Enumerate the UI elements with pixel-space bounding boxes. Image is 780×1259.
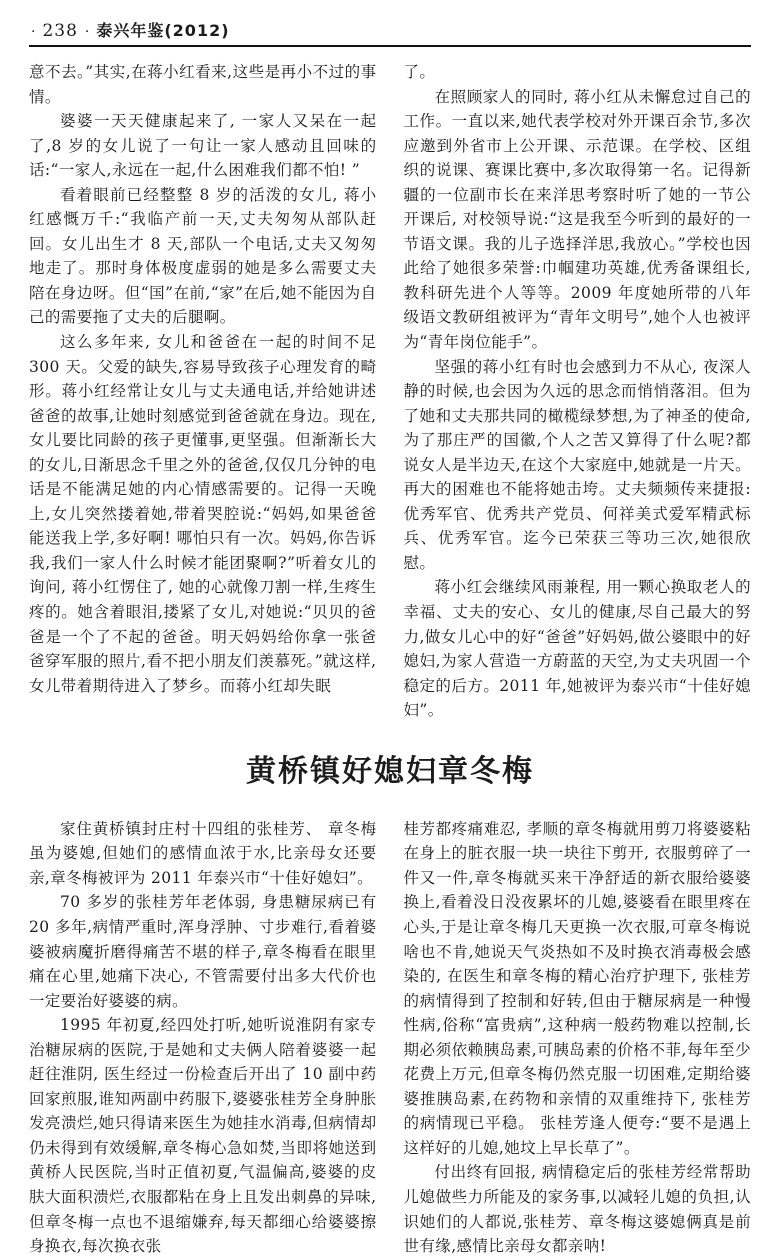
paragraph: 1995 年初夏,经四处打听,她听说淮阴有家专治糖尿病的医院,于是她和丈夫俩人陪着婆婆一起赶往淮阴, 医生经过一份检查后开出了 10 副中药回家煎服,谁知两副中药服下,婆婆张桂芳全身肿胀发亮溃烂,她只得请来医生为她挂水消毒,但病情却仍未得到有效缓解,章冬梅心急如焚,当即将她送到黄桥人民医院,当时正值初夏,气温偏高,婆婆的皮肤大面积溃烂,衣服都粘在身上且发出刺鼻的异味, 但章冬梅一点也不退缩嫌弃,每天都细心给婆婆擦身换衣,每次换衣张 <box>29 1016 377 1256</box>
article-title: 黄桥镇好媳妇章冬梅 <box>246 753 534 789</box>
paragraph: 看着眼前已经整整 8 岁的活泼的女儿, 蒋小红感慨万千:“我临产前一天,丈夫匆匆从部队赶回。女儿出生才 8 天,部队一个电话,丈夫又匆匆地走了。那时身体极度虚弱的她是多么需要丈夫陪在身边呀。但“国”在前,“家”在后,她不能因为自己的需要拖了丈夫的后腿啊。 <box>29 185 377 327</box>
article-top-right-column <box>404 60 752 723</box>
paragraph: 桂芳都疼痛难忍, 孝顺的章冬梅就用剪刀将婆婆粘在身上的脏衣服一块一块往下剪开, 衣服剪碎了一件又一件,章冬梅就买来干净舒适的新衣服给婆婆换上,看着没日没夜累坏的儿媳,婆婆看在眼里疼在心头,于是让章冬梅几天更换一次衣服,可章冬梅说啥也不肯,她说天气炎热如不及时换衣消毒极会感染的, 在医生和章冬梅的精心治疗护理下, 张桂芳的病情得到了控制和好转,但由于糖尿病是一种慢性病,俗称“富贵病”,这种病一般药物难以控制,长期必须依赖胰岛素,可胰岛素的价格不菲,每年至少花费上万元,但章冬梅仍然克服一切困难,定期给婆婆推胰岛素,在药物和亲情的双重维持下, 张桂芳的病情现已平稳。 张桂芳逢人便夸:“要不是遇上这样好的儿媳,她坟上早长草了”。 <box>403 819 751 1157</box>
paragraph: 婆婆一天天健康起来了, 一家人又呆在一起了,8 岁的女儿说了一句让一家人感动且回味的话:“一家人,永远在一起,什么困难我们都不怕! ” <box>29 112 377 180</box>
header-dot-right: · <box>84 24 90 40</box>
paragraph: 70 多岁的张桂芳年老体弱, 身患糖尿病已有 20 多年,病情严重时,浑身浮肿、寸步难行,看着婆婆被病魔折磨得痛苦不堪的样子,章冬梅看在眼里痛在心里,她痛下决心, 不管需要付出多大代价也一定要治好婆婆的病。 <box>29 893 377 1010</box>
article-bottom-right-column <box>404 817 752 1259</box>
header-dot-left: · <box>31 24 36 40</box>
paragraph: 坚强的蒋小红有时也会感到力不从心, 夜深人静的时候,也会因为久远的思念而悄悄落泪。但为了她和丈夫那共同的橄榄绿梦想,为了神圣的使命,为了那庄严的国徽,个人之苦又算得了什么呢?都说女人是半边天,在这个大家庭中,她就是一片天。 再大的困难也不能将她击垮。丈夫频频传来捷报:优秀军官、优秀共产党员、何祥美式爱军精武标兵、优秀军官。迄今已荣获三等功三次,她很欣慰。 <box>403 357 751 572</box>
header-rule <box>29 45 751 47</box>
paragraph: 在照顾家人的同时, 蒋小红从未懈怠过自己的工作。一直以来,她代表学校对外开课百余节,多次应邀到外省市上公开课、示范课。在学校、区组织的说课、赛课比赛中,多次取得第一名。记得新疆的一位副市长在来洋思考察时听了她的一节公开课后, 对校领导说:“这是我至今听到的最好的一节语文课。我的儿子选择洋思,我放心。”学校也因此给了她很多荣誉:巾帼建功英雄,优秀备课组长,教科研先进个人等等。2009 年度她所带的八年级语文教研组被评为“青年文明号”,她个人也被评为“青年岗位能手”。 <box>403 87 751 352</box>
page-number: 238 <box>42 21 78 41</box>
running-header <box>29 18 751 42</box>
paragraph: 付出终有回报, 病情稳定后的张桂芳经常帮助儿媳做些力所能及的家务事,以减轻儿媳的负担,认识她们的人都说,张桂芳、章冬梅这婆媳俩真是前世有缘,感情比亲母女都亲呐! <box>403 1163 751 1256</box>
article-top-columns <box>29 60 751 723</box>
paragraph: 了。 <box>403 63 436 81</box>
article-bottom-columns <box>29 817 751 1259</box>
paragraph: 蒋小红会继续风雨兼程, 用一颗心换取老人的幸福、丈夫的安心、女儿的健康,尽自己最大的努力,做女儿心中的好“爸爸”好妈妈,做公婆眼中的好媳妇,为家人营造一方蔚蓝的天空,为丈夫巩固一个稳定的后方。2011 年,她被评为泰兴市“十佳好媳妇”。 <box>403 578 751 720</box>
paragraph: 意不去。”其实,在蒋小红看来,这些是再小不过的事情。 <box>29 63 377 106</box>
article-top-left-column <box>29 60 377 723</box>
book-title: 泰兴年鉴(2012) <box>96 21 230 40</box>
article-bottom-left-column <box>29 817 377 1259</box>
paragraph: 这么多年来, 女儿和爸爸在一起的时间不足 300 天。父爱的缺失,容易导致孩子心理发育的畸形。蒋小红经常让女儿与丈夫通电话,并给她讲述爸爸的故事,让她时刻感觉到爸爸就在身边。现在, 女儿要比同龄的孩子更懂事,更坚强。但渐渐长大的女儿,日渐思念千里之外的爸爸,仅仅几分钟的电话是不能满足她的内心情感需要的。记得一天晚上,女儿突然搂着她,带着哭腔说:“妈妈,如果爸爸能送我上学,多好啊! 哪怕只有一次。妈妈,你告诉我,我们一家人什么时候才能团聚啊?”听着女儿的询问, 蒋小红愣住了, 她的心就像刀割一样,生疼生疼的。她含着眼泪,搂紧了女儿,对她说:“贝贝的爸爸是一个了不起的爸爸。明天妈妈给你拿一张爸爸穿军服的照片,看不把小朋友们羡慕死。”就这样, 女儿带着期待进入了梦乡。而蒋小红却失眠 <box>29 333 377 695</box>
paragraph: 家住黄桥镇封庄村十四组的张桂芳、 章冬梅虽为婆媳,但她们的感情血浓于水,比亲母女还要亲,章冬梅被评为 2011 年泰兴市“十佳好媳妇”。 <box>29 819 377 887</box>
